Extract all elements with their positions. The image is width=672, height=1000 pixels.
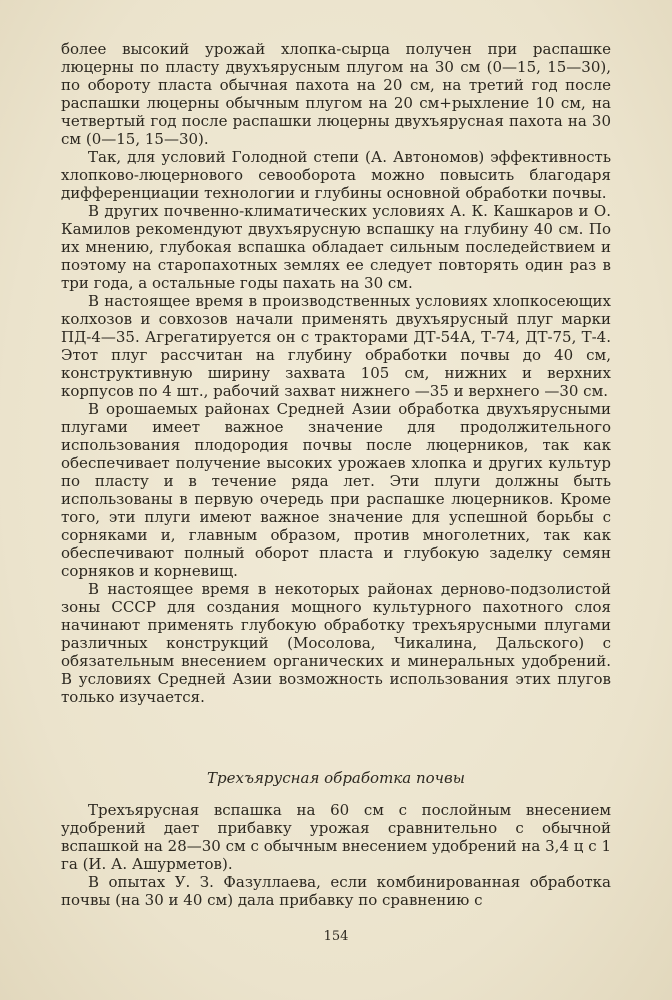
paragraph-irrigated-regions: В орошаемых районах Средней Азии обработка двухъярусными плугами имеет важное значение для продолжительного использования плодородия почвы после люцерников, так как обеспечивает получение высоких урожаев хлопка и других культур по пласту и в течение ряда лет. Эти плуги должны быть использованы в первую очередь при распашке люцерников. Кроме того, эти плуги имеют важное значение для успешной борьбы с сорняками и, главным образом, против многолетних, так как обеспечивают полный оборот пласта и глубокую заделку семян сорняков и корневищ. <box>61 400 611 580</box>
paragraph-three-tier-ploughs: В настоящее время в некоторых районах дерново-подзолистой зоны СССР для создания мощного культурного пахотного слоя начинают применять глубокую обработку трехъярусными плугами различных конструкций (Мосолова, Чикалина, Дальского) с обязательным внесением органических и минеральных удобрений. В условиях Средней Азии возможность использования этих плугов только изучается. <box>61 580 611 706</box>
paragraph-pd-4-35-plough: В настоящее время в производственных условиях хлопкосеющих колхозов и совхозов начали применять двухъярусный плуг марки ПД-4—35. Агрегатируется он с тракторами ДТ-54А, Т-74, ДТ-75, Т-4. Этот плуг рассчитан на глубину обработки почвы до 40 см, конструктивную ширину захвата 105 см, нижних и верхних корпусов по 4 шт., рабочий захват нижнего —35 и верхнего —30 см. <box>61 292 611 400</box>
body-text-top <box>61 40 611 706</box>
paragraph-kashkarov: В других почвенно-климатических условиях А. К. Кашкаров и О. Камилов рекомендуют двухъярусную вспашку на глубину 40 см. По их мнению, глубокая вспашка обладает сильным последействием и поэтому на старопахотных землях ее следует повторять один раз в три года, а остальные годы пахать на 30 см. <box>61 202 611 292</box>
page-number: 154 <box>323 929 349 944</box>
paragraph-golodnaya-step: Так, для условий Голодной степи (А. Автономов) эффективность хлопково-люцернового севооборота можно повысить благодаря дифференциации технологии и глубины основной обработки почвы. <box>61 148 611 202</box>
paragraph-three-tier-ploughing: Трехъярусная вспашка на 60 см с послойным внесением удобрений дает прибавку урожая сравнительно с обычной вспашкой на 28—30 см с обычным внесением удобрений на 3,4 ц с 1 га (И. А. Ашурметов). <box>61 801 611 873</box>
paragraph-fazullaev: В опытах У. З. Фазуллаева, если комбинированная обработка почвы (на 30 и 40 см) дала прибавку по сравнению с <box>61 873 611 909</box>
section-heading: Трехъярусная обработка почвы <box>207 769 465 787</box>
body-text-bottom <box>61 801 611 909</box>
paragraph-continuation: более высокий урожай хлопка-сырца получен при распашке люцерны по пласту двухъярусным плугом на 30 см (0—15, 15—30), по обороту пласта обычная пахота на 20 см, на третий год после распашки люцерны обычным плугом на 20 см+рыхление 10 см, на четвертый год после распашки люцерны двухъярусная пахота на 30 см (0—15, 15—30). <box>61 40 611 148</box>
